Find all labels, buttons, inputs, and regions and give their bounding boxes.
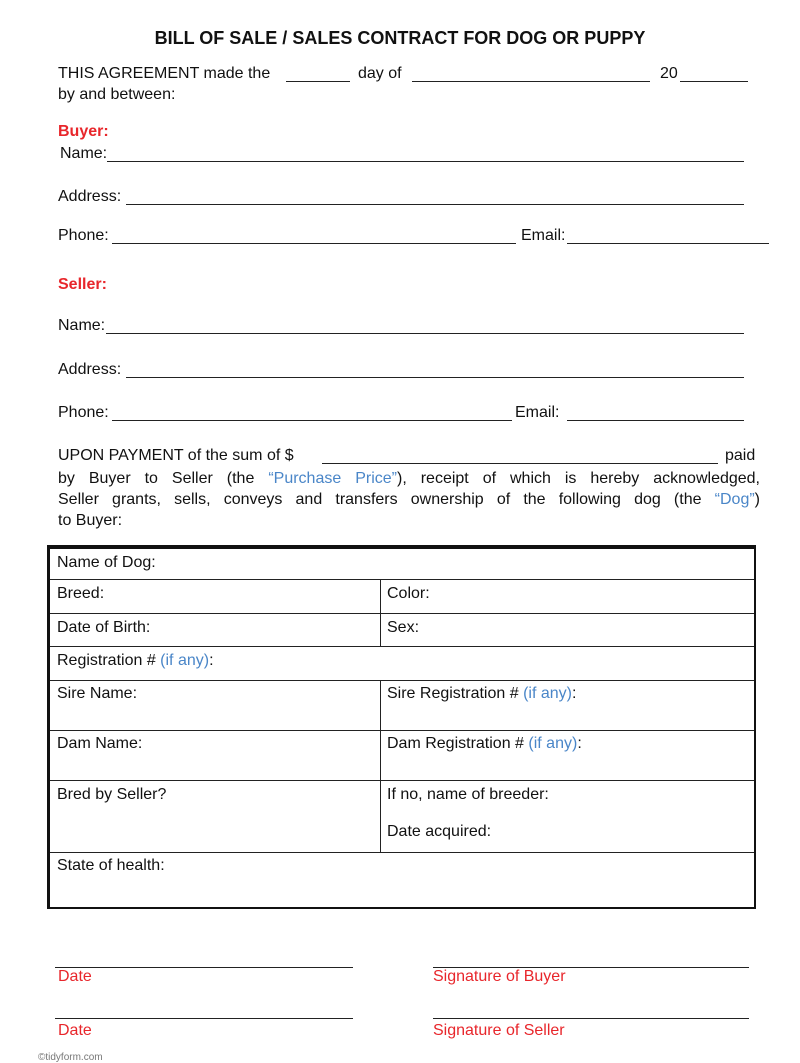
buyer-phone-label: Phone: bbox=[58, 227, 109, 244]
seller-date-line[interactable] bbox=[55, 1018, 353, 1019]
seller-heading: Seller: bbox=[58, 276, 107, 293]
payment-line-2a: by Buyer to Seller (the bbox=[58, 470, 269, 487]
sire-registration-label bbox=[387, 685, 576, 703]
date-of-birth-label: Date of Birth: bbox=[57, 619, 151, 636]
seller-name-field[interactable] bbox=[106, 333, 744, 334]
name-of-dog-label: Name of Dog: bbox=[57, 554, 156, 571]
agreement-made-the: THIS AGREEMENT made the bbox=[58, 65, 271, 82]
buyer-date-line[interactable] bbox=[55, 967, 353, 968]
seller-address-label: Address: bbox=[58, 361, 122, 378]
dam-name-label: Dam Name: bbox=[57, 735, 143, 752]
day-field[interactable] bbox=[286, 81, 350, 82]
breeder-name-label: If no, name of breeder: bbox=[387, 786, 549, 803]
payment-line-3 bbox=[58, 489, 760, 510]
if-any-note: (if any) bbox=[528, 735, 578, 752]
if-any-note: (if any) bbox=[160, 652, 210, 669]
table-col-divider bbox=[380, 680, 381, 852]
seller-email-label: Email: bbox=[515, 404, 560, 421]
sex-label: Sex: bbox=[387, 619, 420, 636]
paid-text: paid bbox=[725, 447, 756, 464]
footer-watermark: ©tidyform.com bbox=[38, 1052, 103, 1063]
year-prefix: 20 bbox=[660, 65, 678, 82]
colon: : bbox=[571, 685, 577, 702]
seller-address-field[interactable] bbox=[126, 377, 744, 378]
purchase-price-term: “Purchase Price” bbox=[268, 470, 397, 487]
sire-name-label: Sire Name: bbox=[57, 685, 138, 702]
payment-line-2b: ), receipt of which is hereby acknowledged, bbox=[396, 470, 761, 487]
breed-label: Breed: bbox=[57, 585, 105, 602]
agreement-day-of: day of bbox=[358, 65, 402, 82]
buyer-email-label: Email: bbox=[521, 227, 566, 244]
seller-name-label: Name: bbox=[58, 317, 106, 334]
dam-registration-text: Dam Registration # bbox=[387, 735, 524, 752]
payment-line-2 bbox=[58, 468, 760, 489]
dog-term: “Dog” bbox=[714, 491, 755, 508]
buyer-email-field[interactable] bbox=[567, 243, 769, 244]
dam-registration-label bbox=[387, 735, 582, 753]
registration-text: Registration # bbox=[57, 652, 156, 669]
bred-by-seller-label: Bred by Seller? bbox=[57, 786, 167, 803]
by-and-between: by and between: bbox=[58, 86, 176, 103]
table-row-divider bbox=[50, 613, 754, 614]
table-col-divider bbox=[380, 579, 381, 646]
payment-line-3b: ) bbox=[754, 491, 760, 508]
table-row-divider bbox=[50, 680, 754, 681]
seller-signature-line[interactable] bbox=[433, 1018, 749, 1019]
colon: : bbox=[209, 652, 214, 669]
buyer-date-label: Date bbox=[58, 968, 92, 985]
state-of-health-label: State of health: bbox=[57, 857, 165, 874]
table-row-divider bbox=[50, 852, 754, 853]
table-row-divider bbox=[50, 780, 754, 781]
buyer-name-label: Name: bbox=[60, 145, 108, 162]
purchase-price-field[interactable] bbox=[322, 463, 718, 464]
colon: : bbox=[577, 735, 582, 752]
registration-label bbox=[57, 652, 214, 670]
color-label: Color: bbox=[387, 585, 430, 602]
year-field[interactable] bbox=[680, 81, 748, 82]
seller-signature-label: Signature of Seller bbox=[433, 1022, 565, 1039]
buyer-address-label: Address: bbox=[58, 188, 122, 205]
seller-date-label: Date bbox=[58, 1022, 92, 1039]
payment-line-4: to Buyer: bbox=[58, 512, 123, 529]
table-row-divider bbox=[50, 730, 754, 731]
month-field[interactable] bbox=[412, 81, 650, 82]
seller-email-field[interactable] bbox=[567, 420, 744, 421]
seller-phone-field[interactable] bbox=[112, 420, 512, 421]
buyer-heading: Buyer: bbox=[58, 123, 109, 140]
if-any-note: (if any) bbox=[523, 685, 572, 702]
sire-registration-text: Sire Registration # bbox=[387, 685, 519, 702]
table-row-divider bbox=[50, 646, 754, 647]
payment-line-3a: Seller grants, sells, conveys and transfers ownership of the following dog (the bbox=[58, 491, 715, 508]
buyer-name-field[interactable] bbox=[107, 161, 744, 162]
buyer-signature-label: Signature of Buyer bbox=[433, 968, 566, 985]
buyer-phone-field[interactable] bbox=[112, 243, 516, 244]
buyer-address-field[interactable] bbox=[126, 204, 744, 205]
seller-phone-label: Phone: bbox=[58, 404, 109, 421]
table-row-divider bbox=[50, 579, 754, 580]
dog-details-table bbox=[47, 545, 756, 909]
document-title: BILL OF SALE / SALES CONTRACT FOR DOG OR PUPPY bbox=[154, 28, 646, 48]
date-acquired-label: Date acquired: bbox=[387, 823, 492, 840]
upon-payment-text: UPON PAYMENT of the sum of $ bbox=[58, 447, 294, 464]
